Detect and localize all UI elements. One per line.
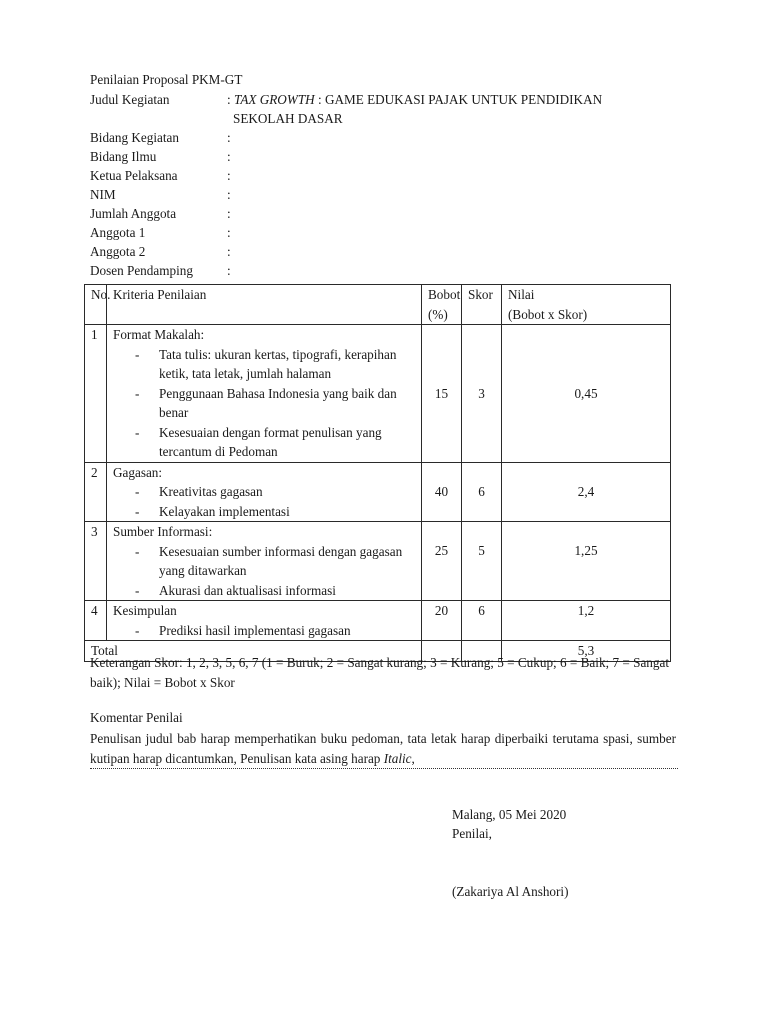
header-bobot-line1: Bobot — [428, 287, 461, 302]
row-nilai: 2,4 — [502, 462, 671, 522]
row-no: 2 — [85, 462, 107, 522]
list-item: - Prediksi hasil implementasi gagasan — [135, 621, 415, 641]
field-colon: : — [227, 187, 231, 202]
table-row — [85, 462, 671, 522]
field-label-anggota-2: Anggota 2 — [90, 244, 146, 259]
criterion-title: Format Makalah: — [113, 327, 205, 342]
row-nilai: 0,45 — [502, 325, 671, 463]
row-kriteria — [107, 325, 422, 463]
judul-label: Judul Kegiatan — [90, 92, 170, 107]
field-label-bidang-ilmu: Bidang Ilmu — [90, 149, 157, 164]
table-header-row — [85, 285, 671, 325]
row-skor: 3 — [462, 325, 502, 463]
field-colon: : — [227, 263, 231, 278]
row-bobot: 40 — [422, 462, 462, 522]
row-kriteria — [107, 601, 422, 641]
dotted-divider — [90, 768, 678, 769]
field-label-ketua: Ketua Pelaksana — [90, 168, 178, 183]
signature-name: (Zakariya Al Anshori) — [452, 884, 569, 899]
list-item: - Kesesuaian sumber informasi dengan gagasan yang ditawarkan — [135, 542, 415, 581]
judul-rest: : GAME EDUKASI PAJAK UNTUK PENDIDIKAN — [314, 92, 603, 107]
list-item: - Kesesuaian dengan format penulisan yang tercantum di Pedoman — [135, 423, 415, 462]
criterion-items — [113, 542, 415, 601]
header-no: No. — [85, 285, 107, 325]
field-label-bidang-kegiatan: Bidang Kegiatan — [90, 130, 179, 145]
row-skor: 6 — [462, 462, 502, 522]
field-colon: : — [227, 149, 231, 164]
field-colon: : — [227, 244, 231, 259]
row-nilai: 1,2 — [502, 601, 671, 641]
judul-line2: SEKOLAH DASAR — [233, 111, 343, 126]
header-nilai — [502, 285, 671, 325]
total-label: Total — [85, 641, 422, 662]
komentar-text — [90, 729, 676, 769]
field-label-anggota-1: Anggota 1 — [90, 225, 146, 240]
header-kriteria: Kriteria Penilaian — [107, 285, 422, 325]
komentar-italic-word: Italic — [383, 751, 412, 766]
criterion-title: Kesimpulan — [113, 603, 177, 618]
row-bobot: 20 — [422, 601, 462, 641]
header-skor: Skor — [462, 285, 502, 325]
table-row — [85, 522, 671, 601]
header-nilai-line1: Nilai — [508, 287, 535, 302]
list-item: - Tata tulis: ukuran kertas, tipografi, kerapihan ketik, tata letak, jumlah halaman — [135, 345, 415, 384]
criterion-items — [113, 482, 415, 521]
list-item: - Kelayakan implementasi — [135, 502, 415, 522]
list-item: - Kreativitas gagasan — [135, 482, 415, 502]
signature-place-date: Malang, 05 Mei 2020 — [452, 807, 567, 822]
row-no: 3 — [85, 522, 107, 601]
row-no: 1 — [85, 325, 107, 463]
header-nilai-line2: (Bobot x Skor) — [508, 306, 588, 322]
table-row — [85, 601, 671, 641]
field-label-jumlah-anggota: Jumlah Anggota — [90, 206, 177, 221]
criterion-items — [113, 345, 415, 462]
document-title: Penilaian Proposal PKM-GT — [90, 72, 243, 87]
field-label-dosen: Dosen Pendamping — [90, 263, 193, 278]
signature-role: Penilai, — [452, 826, 492, 841]
row-kriteria — [107, 462, 422, 522]
header-bobot — [422, 285, 462, 325]
total-value: 5,3 — [502, 641, 671, 662]
field-colon: : — [227, 206, 231, 221]
field-label-nim: NIM — [90, 187, 116, 202]
komentar-tail: , — [411, 751, 415, 766]
komentar-body: Penulisan judul bab harap memperhatikan buku pedoman, tata letak harap diperbaiki terutama spasi, sumber kutipan harap dicantumkan, Penulisan kata asing harap — [90, 731, 676, 766]
row-bobot: 15 — [422, 325, 462, 463]
list-item: - Akurasi dan aktualisasi informasi — [135, 581, 415, 601]
table-row — [85, 325, 671, 463]
keterangan-skor: Keterangan Skor: 1, 2, 3, 5, 6, 7 (1 = Buruk; 2 = Sangat kurang; 3 = Kurang; 5 = Cukup; 6 = Baik; 7 = Sangat baik); Nilai = Bobot x Skor — [90, 655, 670, 690]
list-item: - Penggunaan Bahasa Indonesia yang baik dan benar — [135, 384, 415, 423]
score-table — [84, 284, 671, 662]
criterion-title: Gagasan: — [113, 464, 163, 480]
row-kriteria — [107, 522, 422, 601]
criterion-title: Sumber Informasi: — [113, 524, 213, 539]
row-skor: 5 — [462, 522, 502, 601]
row-bobot: 25 — [422, 522, 462, 601]
row-no: 4 — [85, 601, 107, 641]
judul-italic: TAX GROWTH — [233, 92, 315, 107]
komentar-heading: Komentar Penilai — [90, 710, 183, 725]
header-bobot-line2: (%) — [428, 306, 448, 322]
judul-value: : TAX GROWTH : GAME EDUKASI PAJAK UNTUK PENDIDIKAN — [227, 92, 603, 107]
field-colon: : — [227, 225, 231, 240]
row-nilai: 1,25 — [502, 522, 671, 601]
field-colon: : — [227, 168, 231, 183]
criterion-items — [113, 621, 415, 641]
row-skor: 6 — [462, 601, 502, 641]
field-colon: : — [227, 130, 231, 145]
